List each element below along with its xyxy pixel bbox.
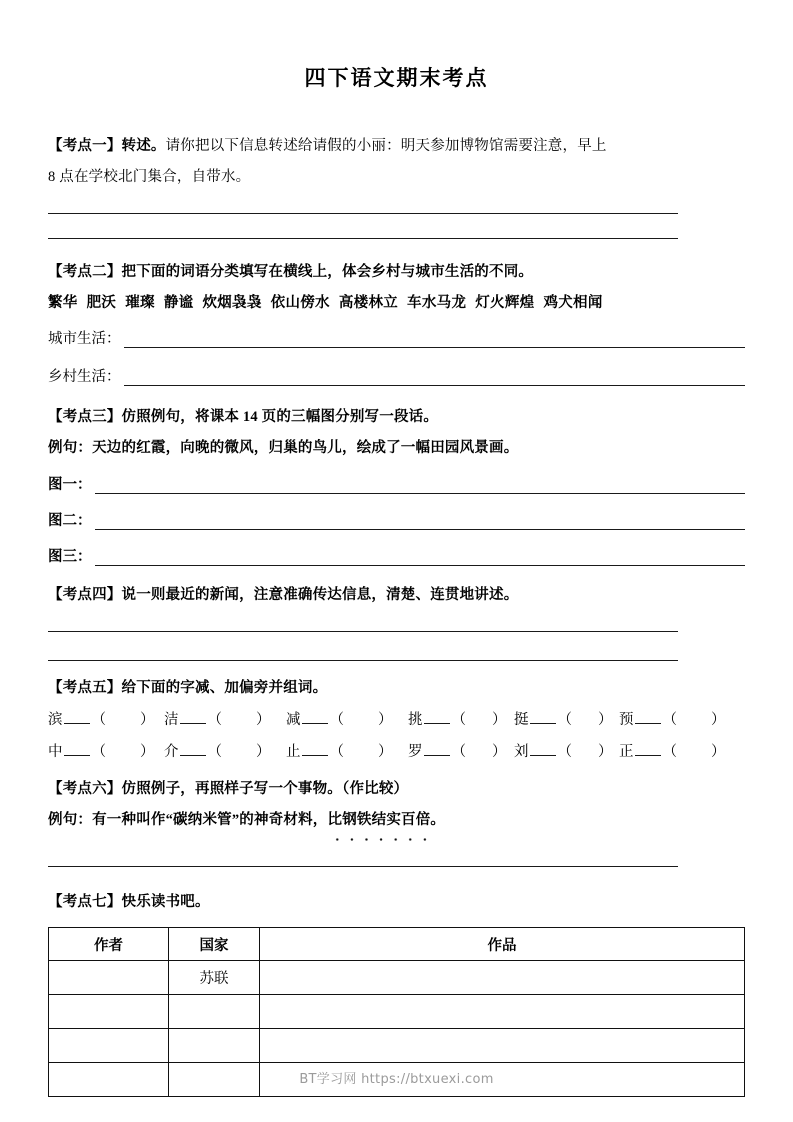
word-item: 静谧 bbox=[163, 295, 194, 312]
kaodian-4-prompt bbox=[48, 580, 745, 611]
section-kaodian-2 bbox=[48, 257, 745, 392]
kaodian-2-label-village: 乡村生活： bbox=[48, 369, 121, 386]
kaodian-3-fill-3 bbox=[48, 542, 745, 572]
char-glyph: 挺 bbox=[514, 712, 529, 729]
char-glyph: 正 bbox=[619, 744, 634, 761]
section-kaodian-1 bbox=[48, 131, 745, 239]
char-paren-close: ） bbox=[492, 712, 507, 729]
char-blank[interactable] bbox=[424, 755, 450, 756]
kaodian-3-answer-line-3[interactable] bbox=[95, 565, 746, 566]
char-paren-close: ） bbox=[256, 712, 271, 729]
char-exercise-cell[interactable] bbox=[619, 704, 726, 736]
char-paren-close: ） bbox=[598, 744, 613, 761]
char-paren-close: ） bbox=[711, 712, 726, 729]
table-header-work: 作品 bbox=[260, 928, 745, 961]
section-kaodian-6 bbox=[48, 774, 745, 867]
kaodian-6-prompt bbox=[48, 774, 745, 805]
kaodian-7-heading: 【考点七】 bbox=[48, 894, 122, 911]
char-glyph: 挑 bbox=[408, 712, 423, 729]
kaodian-6-example-emphasis: 比钢铁结实百倍 bbox=[328, 805, 431, 836]
word-item: 炊烟袅袅 bbox=[202, 295, 262, 312]
kaodian-3-label-2: 图二： bbox=[48, 513, 92, 530]
kaodian-6-text: 仿照例子，再照样子写一个事物。（作比较） bbox=[121, 781, 409, 798]
char-blank[interactable] bbox=[635, 755, 661, 756]
char-exercise-cell[interactable] bbox=[286, 704, 408, 736]
char-paren-open: （ bbox=[451, 712, 466, 729]
cell-author[interactable] bbox=[49, 961, 169, 995]
kaodian-2-heading: 【考点二】 bbox=[48, 264, 122, 281]
kaodian-6-example-label: 例句： bbox=[48, 812, 93, 829]
table-header-country: 国家 bbox=[169, 928, 260, 961]
cell-author[interactable] bbox=[49, 995, 169, 1029]
char-paren-open: （ bbox=[557, 744, 572, 761]
section-kaodian-7 bbox=[48, 887, 745, 1097]
kaodian-2-fill-city bbox=[48, 324, 745, 354]
kaodian-6-example-suffix: 。 bbox=[430, 812, 446, 829]
footer-watermark: BT学习网 https://btxuexi.com bbox=[299, 1072, 494, 1087]
cell-work[interactable] bbox=[260, 995, 745, 1029]
char-exercise-cell[interactable] bbox=[408, 736, 514, 768]
table-row bbox=[49, 961, 745, 995]
kaodian-5-text: 给下面的字减、加偏旁并组词。 bbox=[121, 680, 328, 697]
word-item: 鸡犬相闻 bbox=[543, 295, 603, 312]
char-glyph: 止 bbox=[286, 744, 301, 761]
char-paren-open: （ bbox=[91, 712, 106, 729]
char-blank[interactable] bbox=[530, 755, 556, 756]
kaodian-1-text-1: 请你把以下信息转述给请假的小丽：明天参加博物馆需要注意，早上 bbox=[165, 138, 607, 155]
char-paren-open: （ bbox=[91, 744, 106, 761]
kaodian-3-example-label: 例句： bbox=[48, 440, 93, 457]
kaodian-5-prompt bbox=[48, 673, 745, 704]
char-exercise-cell[interactable] bbox=[514, 736, 619, 768]
kaodian-2-fill-village bbox=[48, 362, 745, 392]
char-glyph: 罗 bbox=[408, 744, 423, 761]
word-item: 灯火辉煌 bbox=[475, 295, 535, 312]
kaodian-3-label-3: 图三： bbox=[48, 549, 92, 566]
char-paren-open: （ bbox=[207, 744, 222, 761]
char-exercise-cell[interactable] bbox=[514, 704, 619, 736]
kaodian-2-prompt bbox=[48, 257, 745, 288]
kaodian-2-word-bank bbox=[48, 288, 745, 318]
char-blank[interactable] bbox=[424, 723, 450, 724]
kaodian-2-text: 把下面的词语分类填写在横线上，体会乡村与城市生活的不同。 bbox=[121, 264, 534, 281]
kaodian-4-text: 说一则最近的新闻，注意准确传达信息，清楚、连贯地讲述。 bbox=[121, 587, 519, 604]
char-glyph: 刘 bbox=[514, 744, 529, 761]
char-paren-open: （ bbox=[329, 712, 344, 729]
kaodian-5-char-row-1 bbox=[48, 704, 745, 736]
kaodian-2-answer-line-village[interactable] bbox=[124, 385, 746, 386]
kaodian-1-prompt-line-2 bbox=[48, 162, 745, 193]
char-glyph: 中 bbox=[48, 744, 63, 761]
cell-country[interactable]: 苏联 bbox=[169, 961, 260, 995]
char-paren-close: ） bbox=[378, 744, 393, 761]
kaodian-1-text-2: 8 点在学校北门集合，自带水。 bbox=[48, 169, 251, 186]
kaodian-7-prompt bbox=[48, 887, 745, 918]
char-blank[interactable] bbox=[180, 723, 206, 724]
char-paren-open: （ bbox=[662, 744, 677, 761]
kaodian-1-heading: 【考点一】转述。 bbox=[48, 138, 166, 155]
table-row bbox=[49, 1029, 745, 1063]
kaodian-3-text: 仿照例句，将课本 14 页的三幅图分别写一段话。 bbox=[121, 409, 439, 426]
char-exercise-cell[interactable] bbox=[286, 736, 408, 768]
page-title: 四下语文期末考点 bbox=[304, 66, 489, 90]
char-glyph: 介 bbox=[164, 744, 179, 761]
char-glyph: 减 bbox=[286, 712, 301, 729]
char-blank[interactable] bbox=[302, 723, 328, 724]
char-exercise-cell[interactable] bbox=[164, 736, 286, 768]
kaodian-3-fill-1 bbox=[48, 470, 745, 500]
section-kaodian-3 bbox=[48, 402, 745, 572]
char-blank[interactable] bbox=[302, 755, 328, 756]
kaodian-7-text: 快乐读书吧。 bbox=[121, 894, 210, 911]
char-blank[interactable] bbox=[530, 723, 556, 724]
section-kaodian-5 bbox=[48, 673, 745, 768]
word-item: 璀璨 bbox=[125, 295, 155, 312]
char-paren-open: （ bbox=[557, 712, 572, 729]
word-item: 依山傍水 bbox=[270, 295, 330, 312]
kaodian-3-prompt bbox=[48, 402, 745, 433]
kaodian-3-fill-2 bbox=[48, 506, 745, 536]
char-blank[interactable] bbox=[64, 755, 90, 756]
kaodian-6-example bbox=[48, 805, 745, 836]
cell-work[interactable] bbox=[260, 1029, 745, 1063]
kaodian-2-label-city: 城市生活： bbox=[48, 331, 121, 348]
char-glyph: 预 bbox=[619, 712, 634, 729]
char-exercise-cell[interactable] bbox=[619, 736, 726, 768]
char-exercise-cell[interactable] bbox=[164, 704, 286, 736]
kaodian-4-heading: 【考点四】 bbox=[48, 587, 122, 604]
table-row bbox=[49, 995, 745, 1029]
kaodian-3-example-text: 天边的红霞，向晚的微风，归巢的鸟儿，绘成了一幅田园风景画。 bbox=[92, 440, 519, 457]
cell-work[interactable] bbox=[260, 961, 745, 995]
char-paren-close: ） bbox=[492, 744, 507, 761]
section-kaodian-4 bbox=[48, 580, 745, 661]
char-paren-close: ） bbox=[378, 712, 393, 729]
cell-country[interactable] bbox=[169, 1029, 260, 1063]
char-blank[interactable] bbox=[635, 723, 661, 724]
char-exercise-cell[interactable] bbox=[408, 704, 514, 736]
kaodian-3-answer-line-2[interactable] bbox=[95, 529, 746, 530]
char-exercise-cell[interactable] bbox=[48, 736, 164, 768]
kaodian-5-heading: 【考点五】 bbox=[48, 680, 122, 697]
kaodian-3-example bbox=[48, 433, 745, 464]
char-paren-open: （ bbox=[662, 712, 677, 729]
char-paren-open: （ bbox=[329, 744, 344, 761]
char-glyph: 滨 bbox=[48, 712, 63, 729]
char-exercise-cell[interactable] bbox=[48, 704, 164, 736]
word-item: 车水马龙 bbox=[407, 295, 467, 312]
char-paren-open: （ bbox=[451, 744, 466, 761]
char-paren-close: ） bbox=[140, 744, 155, 761]
char-paren-close: ） bbox=[711, 744, 726, 761]
kaodian-6-example-prefix: 有一种叫作“碳纳米管”的神奇材料， bbox=[92, 812, 328, 829]
cell-author[interactable] bbox=[49, 1029, 169, 1063]
char-blank[interactable] bbox=[180, 755, 206, 756]
char-blank[interactable] bbox=[64, 723, 90, 724]
kaodian-6-heading: 【考点六】 bbox=[48, 781, 122, 798]
char-paren-close: ） bbox=[598, 712, 613, 729]
word-item: 肥沃 bbox=[86, 295, 117, 312]
char-glyph: 洁 bbox=[164, 712, 179, 729]
cell-country[interactable] bbox=[169, 995, 260, 1029]
char-paren-open: （ bbox=[207, 712, 222, 729]
char-paren-close: ） bbox=[140, 712, 155, 729]
word-item: 高楼林立 bbox=[338, 295, 399, 312]
kaodian-5-char-row-2 bbox=[48, 736, 745, 768]
table-header-row bbox=[49, 928, 745, 961]
kaodian-3-label-1: 图一： bbox=[48, 477, 92, 494]
kaodian-3-heading: 【考点三】 bbox=[48, 409, 122, 426]
kaodian-3-answer-line-1[interactable] bbox=[95, 493, 746, 494]
word-item: 繁华 bbox=[48, 295, 78, 312]
kaodian-2-answer-line-city[interactable] bbox=[124, 347, 746, 348]
char-paren-close: ） bbox=[256, 744, 271, 761]
kaodian-1-prompt-line-1 bbox=[48, 131, 745, 162]
table-header-author: 作者 bbox=[49, 928, 169, 961]
